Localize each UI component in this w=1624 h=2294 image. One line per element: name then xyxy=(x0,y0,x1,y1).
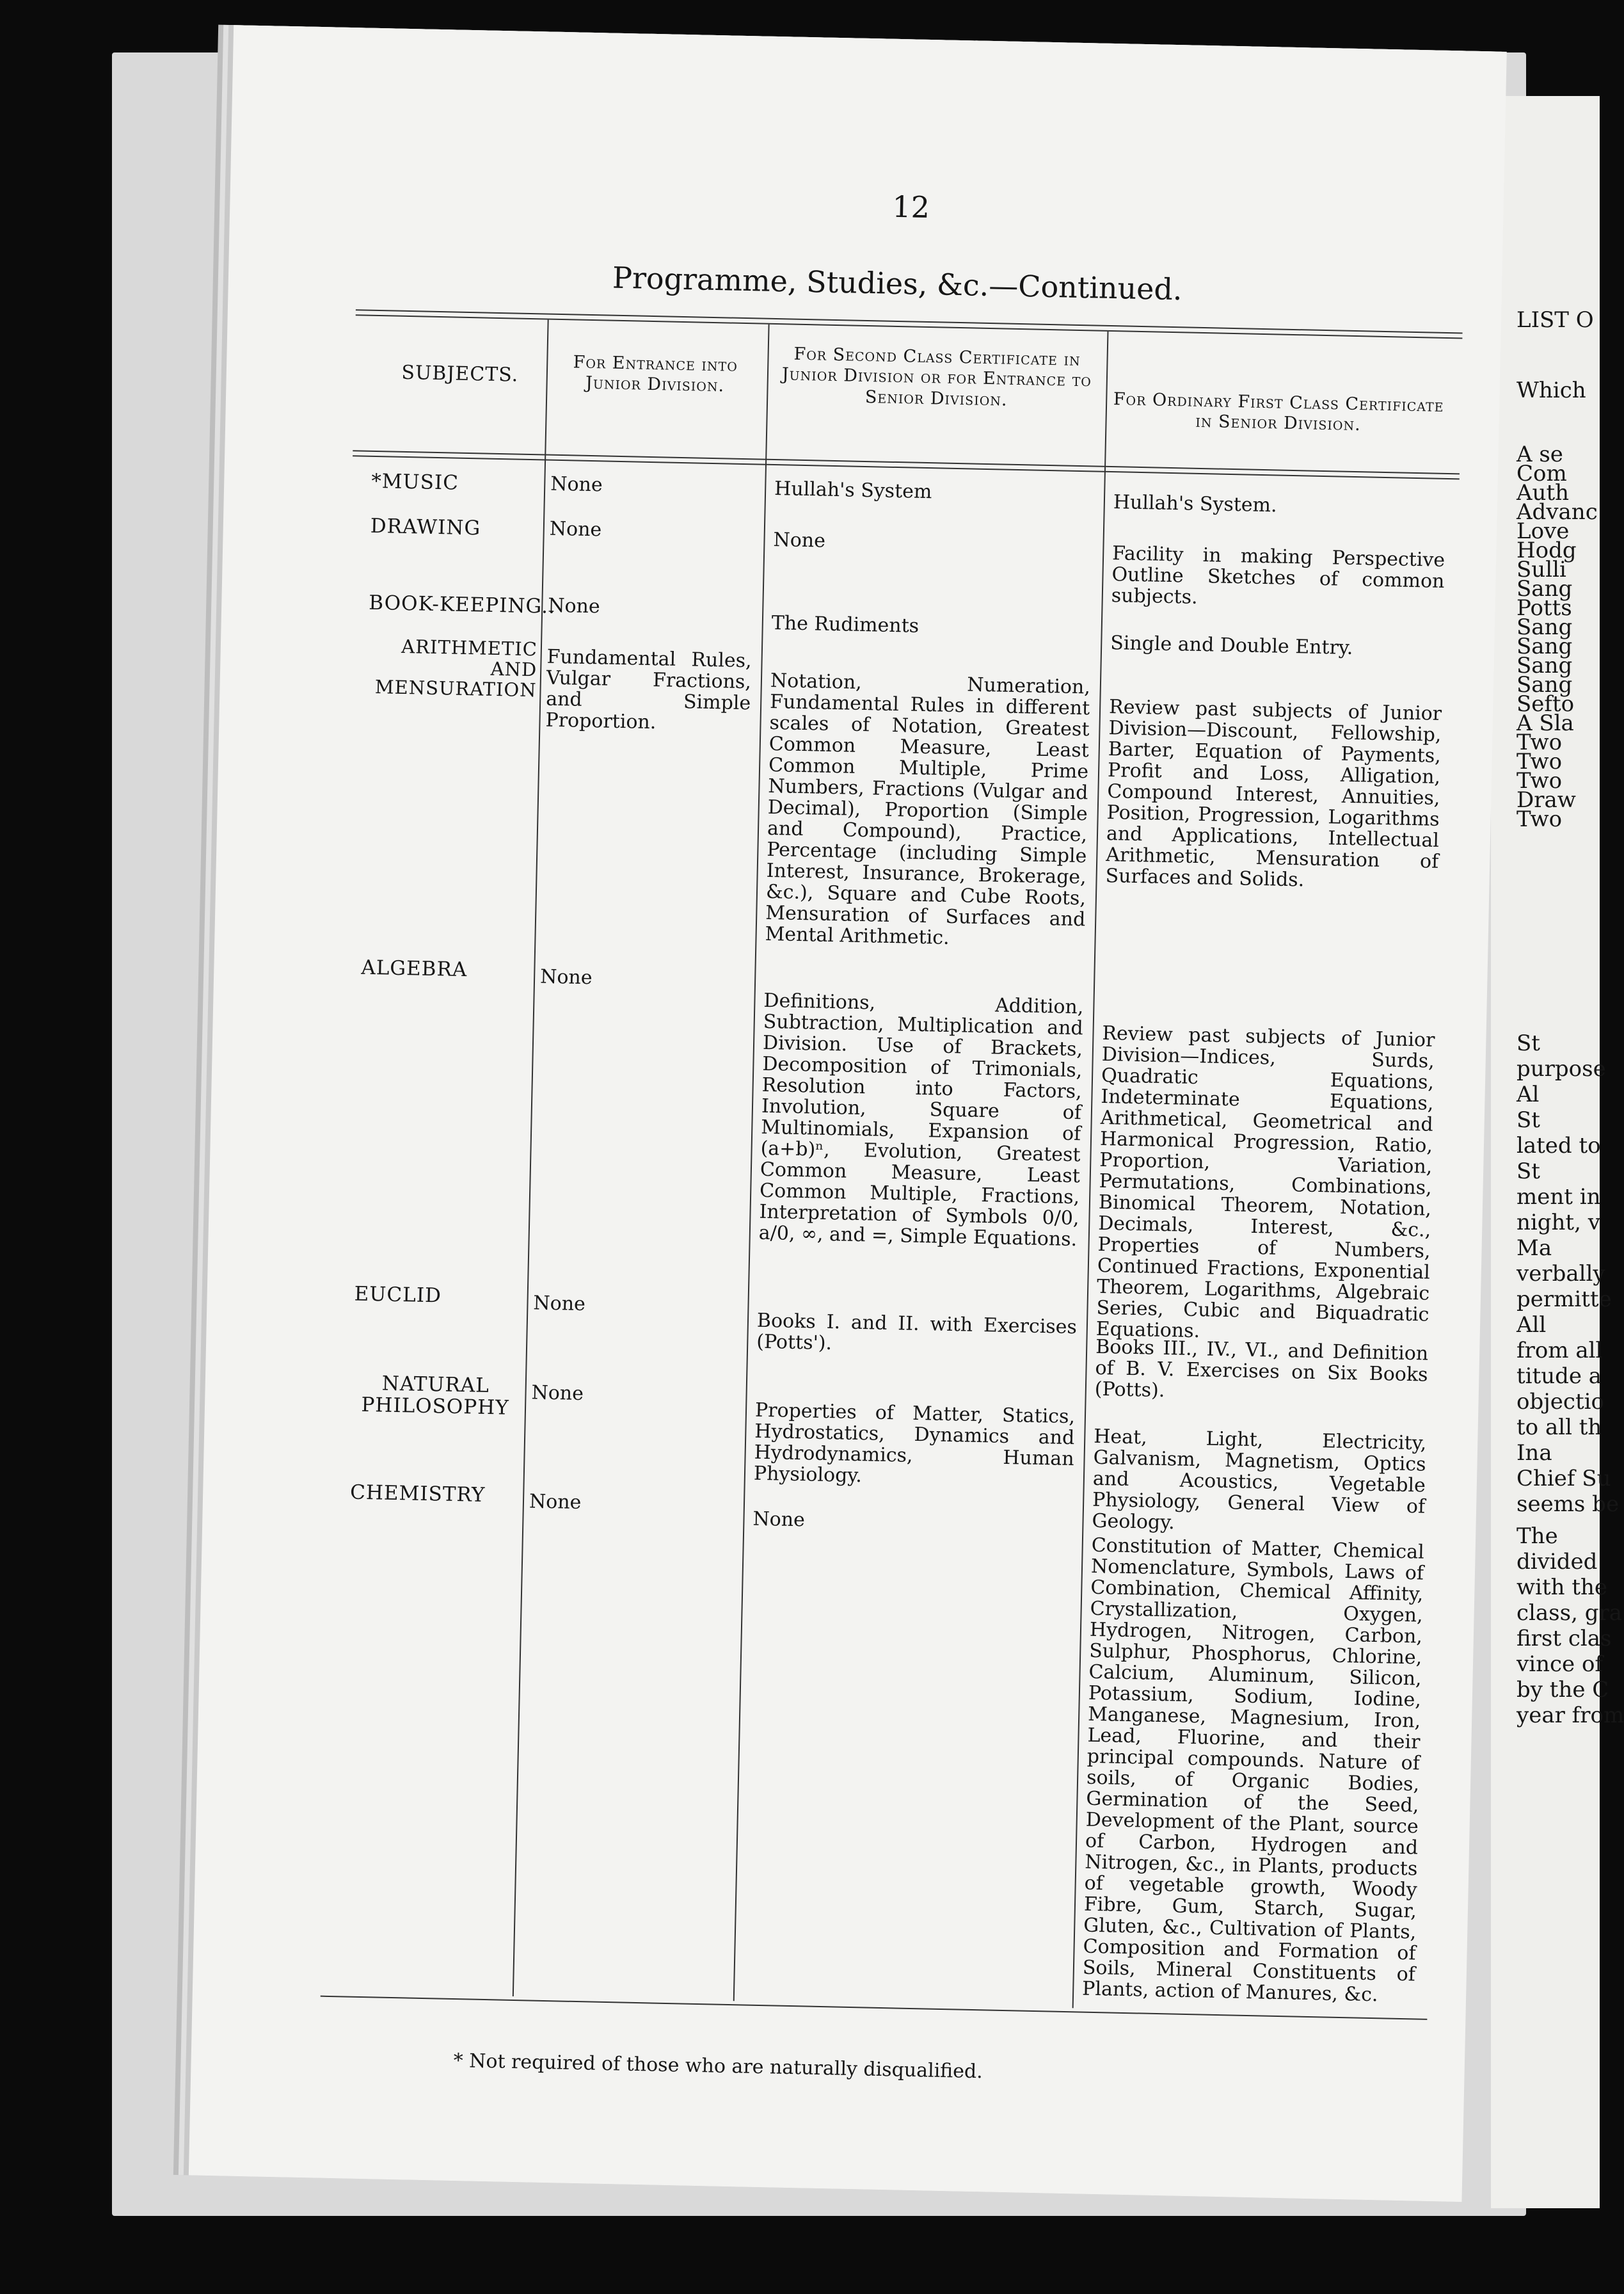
facing-page-line: Sulli xyxy=(1517,557,1566,582)
natural-philosophy-second: Properties of Matter, Statics, Hydrostatics, Dynamics and Hydrodynamics, Human Physiology. xyxy=(753,1399,1076,1488)
facing-page-line: Potts xyxy=(1517,595,1572,621)
algebra-second: Definitions, Addition, Subtraction, Multiplication and Division. Use of Brackets, Decomposition of Trimonials, Resolution into Factors, Involution, Square of Multinomials, Expansion of (a+b)ⁿ, Evolution, Greatest Common Measure, Least Common Multiple, Fractions, Interpretation of Symbols 0/0, a/0, ∞, and =, Simple Equations. xyxy=(758,989,1084,1251)
facing-page-line: with the xyxy=(1517,1575,1608,1600)
facing-page-line: Sang xyxy=(1517,576,1573,602)
drawing-first: Facility in making Perspective Outline Sketches of common subjects. xyxy=(1111,542,1445,609)
facing-page-line: lated to xyxy=(1517,1133,1601,1159)
header-first-class: For Ordinary First Class Certificate in Senior Division. xyxy=(1113,389,1444,435)
subject-arithmetic: ARITHMETIC AND MENSURATION xyxy=(374,635,538,702)
facing-page-line: St xyxy=(1517,1031,1540,1056)
arithmetic-entrance: Fundamental Rules, Vulgar Fractions, and Simple Proportion. xyxy=(545,645,752,734)
arithmetic-first: Review past subjects of Junior Division—Discount, Fellowship, Barter, Equation of Payments, Profit and Loss, Alligation, Compound Interest, Annuities, Position, Progression, Logarithms and Applications, Intellectual Arithmetic, Mensuration of Surfaces and Solids. xyxy=(1105,696,1442,892)
facing-page-line: Advanc xyxy=(1517,499,1598,525)
natural-philosophy-entrance: None xyxy=(531,1381,584,1406)
subject-drawing: DRAWING xyxy=(370,514,481,540)
facing-page-line: Draw xyxy=(1517,787,1576,813)
facing-page-line: Two xyxy=(1517,768,1563,794)
euclid-second: Books I. and II. with Exercises (Potts'). xyxy=(756,1309,1078,1355)
euclid-first: Books III., IV., VI., and Definition of B. V. Exercises on Six Books (Potts). xyxy=(1094,1335,1429,1402)
facing-page-line: Ma xyxy=(1517,1235,1552,1261)
facing-page xyxy=(1491,96,1624,2208)
column-divider-1 xyxy=(513,320,549,1996)
facing-page-line: Love xyxy=(1517,518,1570,544)
facing-page-line: year from xyxy=(1517,1703,1624,1728)
facing-page-line: permitte xyxy=(1517,1287,1612,1312)
page-number: 12 xyxy=(891,189,930,225)
subject-music: *MUSIC xyxy=(370,469,459,495)
facing-page-line: The xyxy=(1517,1523,1558,1549)
document-page xyxy=(189,25,1507,2202)
facing-page-line: A Sla xyxy=(1517,710,1574,736)
facing-page-line: class, gra xyxy=(1517,1600,1622,1626)
book-keeping-first: Single and Double Entry. xyxy=(1110,632,1353,660)
facing-page-line: Two xyxy=(1517,749,1563,774)
header-subjects: SUBJECTS. xyxy=(401,361,519,387)
facing-page-line: by the C xyxy=(1517,1677,1609,1703)
title-rule-2 xyxy=(356,314,1463,339)
facing-page-line: LIST O xyxy=(1517,307,1594,333)
euclid-entrance: None xyxy=(533,1292,586,1316)
chemistry-entrance: None xyxy=(529,1490,582,1514)
facing-page-line: verbally xyxy=(1517,1261,1605,1287)
facing-page-line: ment in xyxy=(1517,1184,1601,1210)
arithmetic-second: Notation, Numeration, Fundamental Rules in different scales of Notation, Greatest Common Measure, Least Common Multiple, Prime Numbers, Fractions (Vulgar and Decimal), Proportion (Simple and Compound), Practice, Percentage (including Simple Interest, Insurance, Brokerage, &c.), Square and Cube Roots, Mensuration of Surfaces and Mental Arithmetic. xyxy=(765,669,1091,949)
facing-page-line: vince of xyxy=(1517,1651,1604,1677)
facing-page-line: St xyxy=(1517,1159,1540,1184)
header-rule-2 xyxy=(353,455,1460,479)
header-second-class: For Second Class Certificate in Junior Division or for Entrance to Senior Division. xyxy=(781,344,1092,410)
subject-book-keeping: BOOK-KEEPING.. xyxy=(368,591,556,618)
natural-philosophy-first: Heat, Light, Electricity, Galvanism, Magnetism, Optics and Acoustics, Vegetable Physiology, General View of Geology. xyxy=(1092,1425,1427,1534)
subject-euclid: EUCLID xyxy=(354,1282,442,1308)
facing-page-line: Com xyxy=(1517,461,1567,486)
subject-algebra: ALGEBRA xyxy=(361,956,468,982)
facing-page-line: Sang xyxy=(1517,653,1573,678)
facing-page-line: to all th xyxy=(1517,1415,1602,1440)
header-entrance: For Entrance into Junior Division. xyxy=(573,352,738,396)
facing-page-line: Sang xyxy=(1517,634,1573,659)
algebra-entrance: None xyxy=(539,965,593,990)
facing-page-line: Chief Su xyxy=(1517,1466,1611,1491)
drawing-entrance: None xyxy=(549,517,602,541)
facing-page-line: Which xyxy=(1517,378,1586,403)
facing-page-line: Hodg xyxy=(1517,538,1577,563)
music-second: Hullah's System xyxy=(774,477,932,504)
drawing-second: None xyxy=(773,529,826,552)
facing-page-line: titude a xyxy=(1517,1363,1602,1389)
facing-page-line: All xyxy=(1517,1312,1547,1338)
facing-page-line: Sefto xyxy=(1517,691,1575,717)
music-entrance: None xyxy=(550,472,603,497)
music-first: Hullah's System. xyxy=(1113,491,1277,517)
footnote: * Not required of those who are naturally disqualified. xyxy=(453,2049,983,2083)
facing-page-line: Two xyxy=(1517,730,1563,755)
subject-natural-philosophy: NATURAL PHILOSOPHY xyxy=(361,1372,510,1420)
chemistry-first: Constitution of Matter, Chemical Nomenclature, Symbols, Laws of Combination, Chemical Affinity, Crystallization, Oxygen, Hydrogen, Nitrogen, Carbon, Sulphur, Phosphorus, Chlorine, Calcium, Aluminum, Silicon, Potassium, Sodium, Iodine, Manganese, Magnesium, Iron, Lead, Fluorine, and their principal compounds. Nature of soils, of Organic Bodies, Germination of the Seed, Development of the Plant, source of Carbon, Hydrogen and Nitrogen, &c., in Plants, products of vegetable growth, Woody Fibre, Gum, Starch, Sugar, Gluten, &c., Cultivation of Plants, Composition and Formation of Soils, Mineral Constituents of Plants, action of Manures, &c. xyxy=(1081,1534,1425,2007)
page-title: Programme, Studies, &c.—Continued. xyxy=(612,260,1183,307)
facing-page-line: objectio xyxy=(1517,1389,1604,1415)
facing-page-line: Two xyxy=(1517,806,1563,832)
facing-page-line: divided xyxy=(1517,1549,1598,1575)
book-keeping-entrance: None xyxy=(547,594,601,618)
facing-page-line: A se xyxy=(1517,442,1563,467)
facing-page-line: Sang xyxy=(1517,672,1573,698)
facing-page-line: seems be xyxy=(1517,1491,1620,1517)
subject-chemistry: CHEMISTRY xyxy=(349,1480,486,1507)
header-rule xyxy=(353,450,1460,474)
facing-page-line: St xyxy=(1517,1107,1540,1133)
title-rule xyxy=(356,309,1463,333)
book-keeping-second: The Rudiments xyxy=(771,611,919,638)
facing-page-line: Auth xyxy=(1517,480,1570,506)
facing-page-line: night, v xyxy=(1517,1210,1600,1235)
facing-page-line: from all xyxy=(1517,1338,1603,1363)
facing-page-line: Sang xyxy=(1517,614,1573,640)
facing-page-line: Al xyxy=(1517,1082,1540,1107)
facing-page-line: Ina xyxy=(1517,1440,1552,1466)
chemistry-second: None xyxy=(752,1507,806,1532)
facing-page-line: purpose xyxy=(1517,1056,1606,1082)
facing-page-line: first clas xyxy=(1517,1626,1612,1651)
algebra-first: Review past subjects of Junior Division—Indices, Surds, Quadratic Equations, Indeterminate Equations, Arithmetical, Geometrical and Harmonical Progression, Ratio, Proportion, Variation, Permutations, Combinations, Binomical Theorem, Notation, Decimals, Interest, &c., Properties of Numbers, Continued Fractions, Exponential Theorem, Logarithms, Algebraic Series, Cubic and Biquadratic Equations. xyxy=(1095,1022,1435,1343)
